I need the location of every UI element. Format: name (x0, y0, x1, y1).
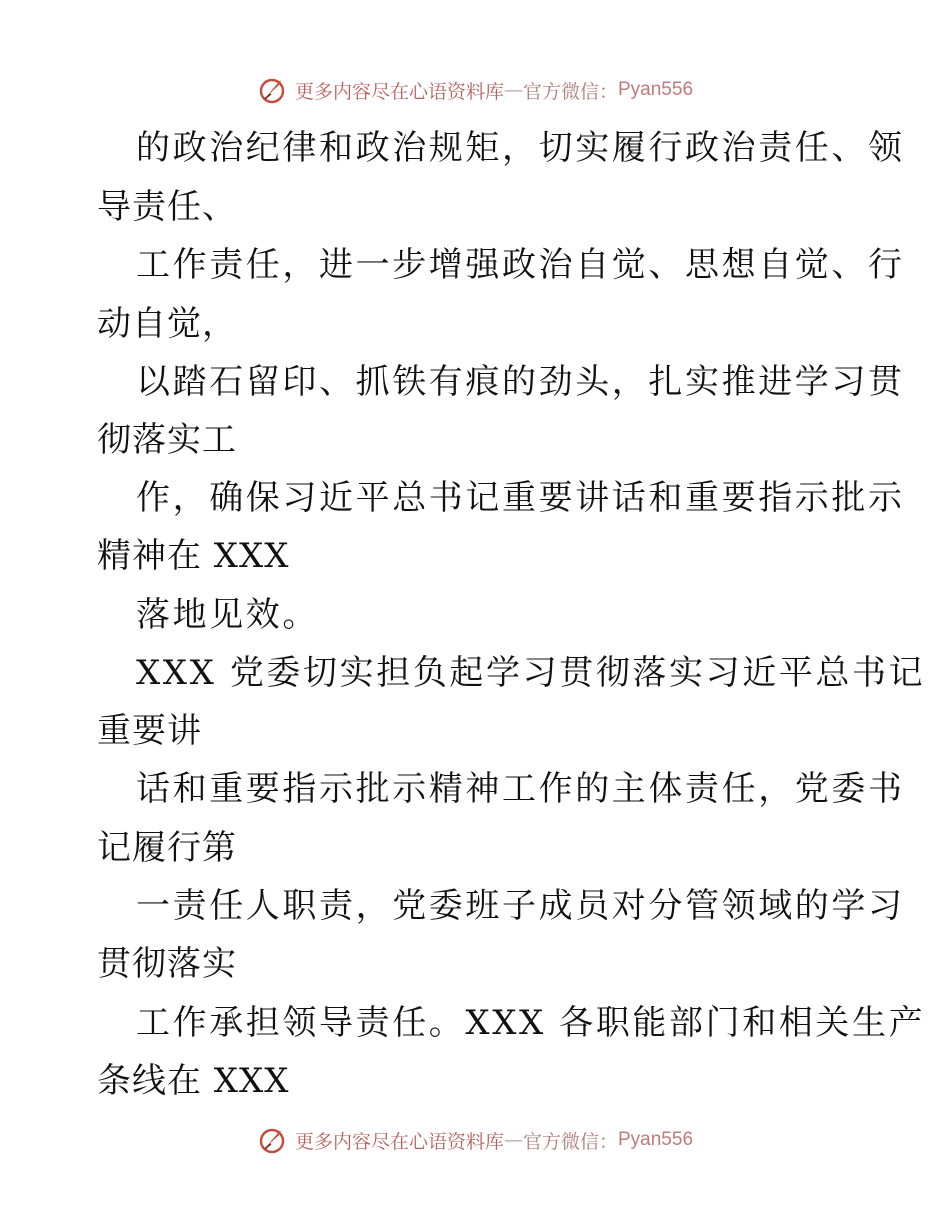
banner-separator: — (503, 1129, 523, 1151)
banner-brand-text: 更多内容尽在心语资料库 (294, 80, 504, 103)
banner-brand-text: 更多内容尽在心语资料库 (294, 1130, 504, 1153)
paragraph-6-line-1: XXX 党委切实担负起学习贯彻落实习近平总书记 (136, 653, 926, 693)
paragraph-6-line-2: 重要讲 (97, 711, 202, 751)
paragraph-9-line-2: 条线在 XXX (97, 1061, 290, 1101)
paragraph-2-line-1: 工作责任，进一步增强政治自觉、思想自觉、行 (136, 245, 905, 285)
banner-wechat-label: 官方微信： (522, 1130, 618, 1153)
paragraph-5-line-1: 落地见效。 (136, 595, 319, 635)
paragraph-1-line-2: 导责任、 (97, 187, 237, 227)
paragraph-8-line-1: 一责任人职责，党委班子成员对分管领域的学习 (136, 886, 905, 926)
paragraph-3-line-1: 以踏石留印、抓铁有痕的劲头，扎实推进学习贯 (136, 362, 905, 402)
paragraph-1-line-1: 的政治纪律和政治规矩，切实履行政治责任、领 (136, 128, 905, 168)
banner-account: Pyan556 (618, 79, 694, 100)
paragraph-8-line-2: 贯彻落实 (97, 944, 237, 984)
banner-wechat-label: 官方微信： (522, 80, 618, 103)
banner-separator: — (503, 79, 523, 101)
banner-account: Pyan556 (618, 1129, 694, 1150)
paragraph-4-line-1: 作，确保习近平总书记重要讲话和重要指示批示 (136, 478, 905, 518)
paragraph-7-line-1: 话和重要指示批示精神工作的主体责任，党委书 (136, 769, 905, 809)
paragraph-4-line-2: 精神在 XXX (97, 536, 290, 576)
paragraph-3-line-2: 彻落实工 (97, 420, 237, 460)
paragraph-9-line-1: 工作承担领导责任。XXX 各职能部门和相关生产 (136, 1003, 926, 1043)
paragraph-2-line-2: 动自觉， (97, 304, 237, 344)
paragraph-7-line-2: 记履行第 (97, 828, 237, 868)
footer-watermark-banner (0, 1120, 950, 1160)
quill-logo-icon (257, 1125, 287, 1155)
